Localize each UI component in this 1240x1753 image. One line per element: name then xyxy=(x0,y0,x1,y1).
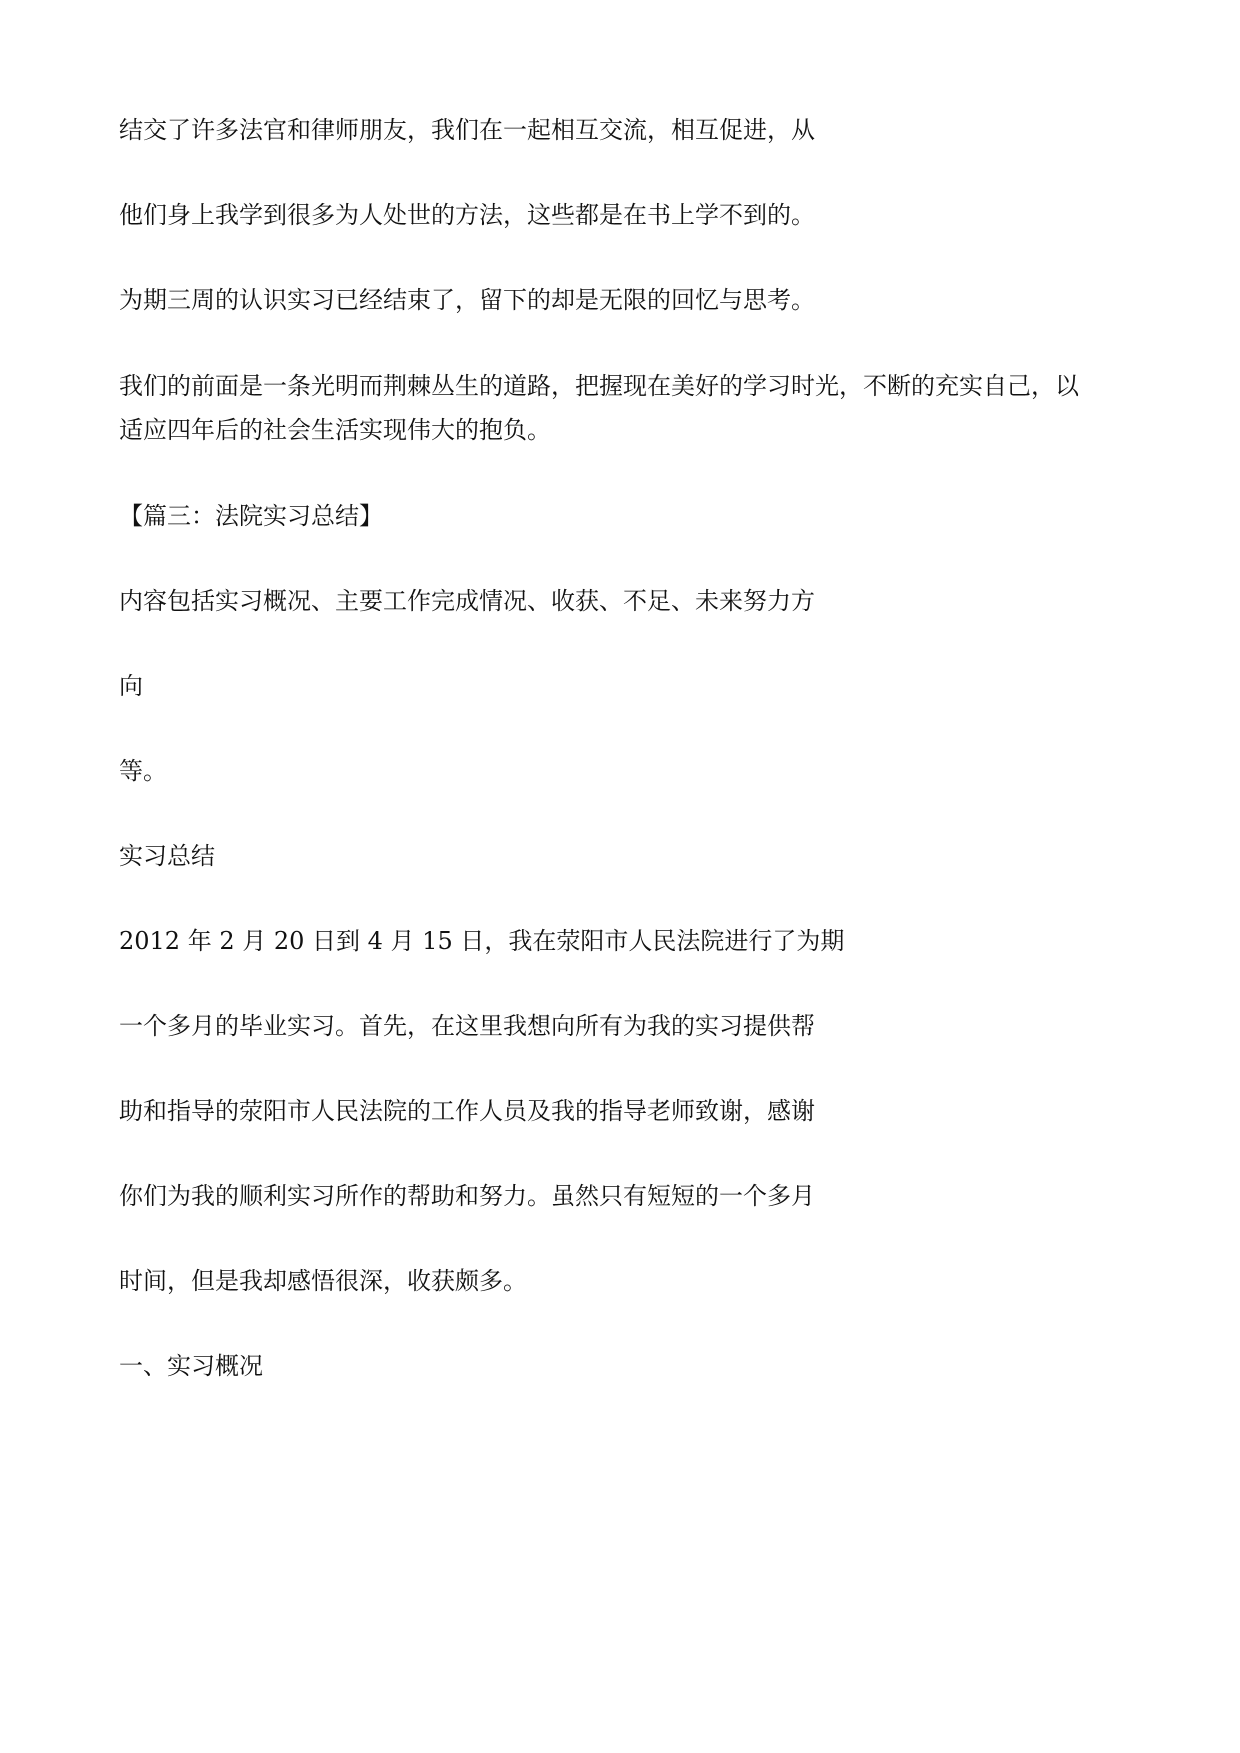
paragraph-line: 向 xyxy=(119,672,143,700)
paragraph-line: 他们身上我学到很多为人处世的方法，这些都是在书上学不到的。 xyxy=(119,201,815,229)
paragraph-line: 你们为我的顺利实习所作的帮助和努力。虽然只有短短的一个多月 xyxy=(119,1182,815,1210)
paragraph-line: 助和指导的荥阳市人民法院的工作人员及我的指导老师致谢，感谢 xyxy=(119,1097,815,1125)
paragraph-line: 一个多月的毕业实习。首先，在这里我想向所有为我的实习提供帮 xyxy=(119,1012,815,1040)
paragraph-line: 2012 年 2 月 20 日到 4 月 15 日，我在荥阳市人民法院进行了为期 xyxy=(119,927,845,955)
paragraph-line: 适应四年后的社会生活实现伟大的抱负。 xyxy=(119,416,551,444)
section-heading: 【篇三：法院实习总结】 xyxy=(119,502,383,530)
section-heading: 一、实习概况 xyxy=(119,1352,263,1380)
subtitle: 实习总结 xyxy=(119,842,215,870)
paragraph-line: 结交了许多法官和律师朋友，我们在一起相互交流，相互促进，从 xyxy=(119,116,815,144)
paragraph-line: 我们的前面是一条光明而荆棘丛生的道路，把握现在美好的学习时光，不断的充实自己，以 xyxy=(119,372,1079,400)
paragraph-line: 内容包括实习概况、主要工作完成情况、收获、不足、未来努力方 xyxy=(119,587,815,615)
paragraph-line: 时间，但是我却感悟很深，收获颇多。 xyxy=(119,1267,527,1295)
paragraph-line: 等。 xyxy=(119,757,167,785)
paragraph-line: 为期三周的认识实习已经结束了，留下的却是无限的回忆与思考。 xyxy=(119,286,815,314)
